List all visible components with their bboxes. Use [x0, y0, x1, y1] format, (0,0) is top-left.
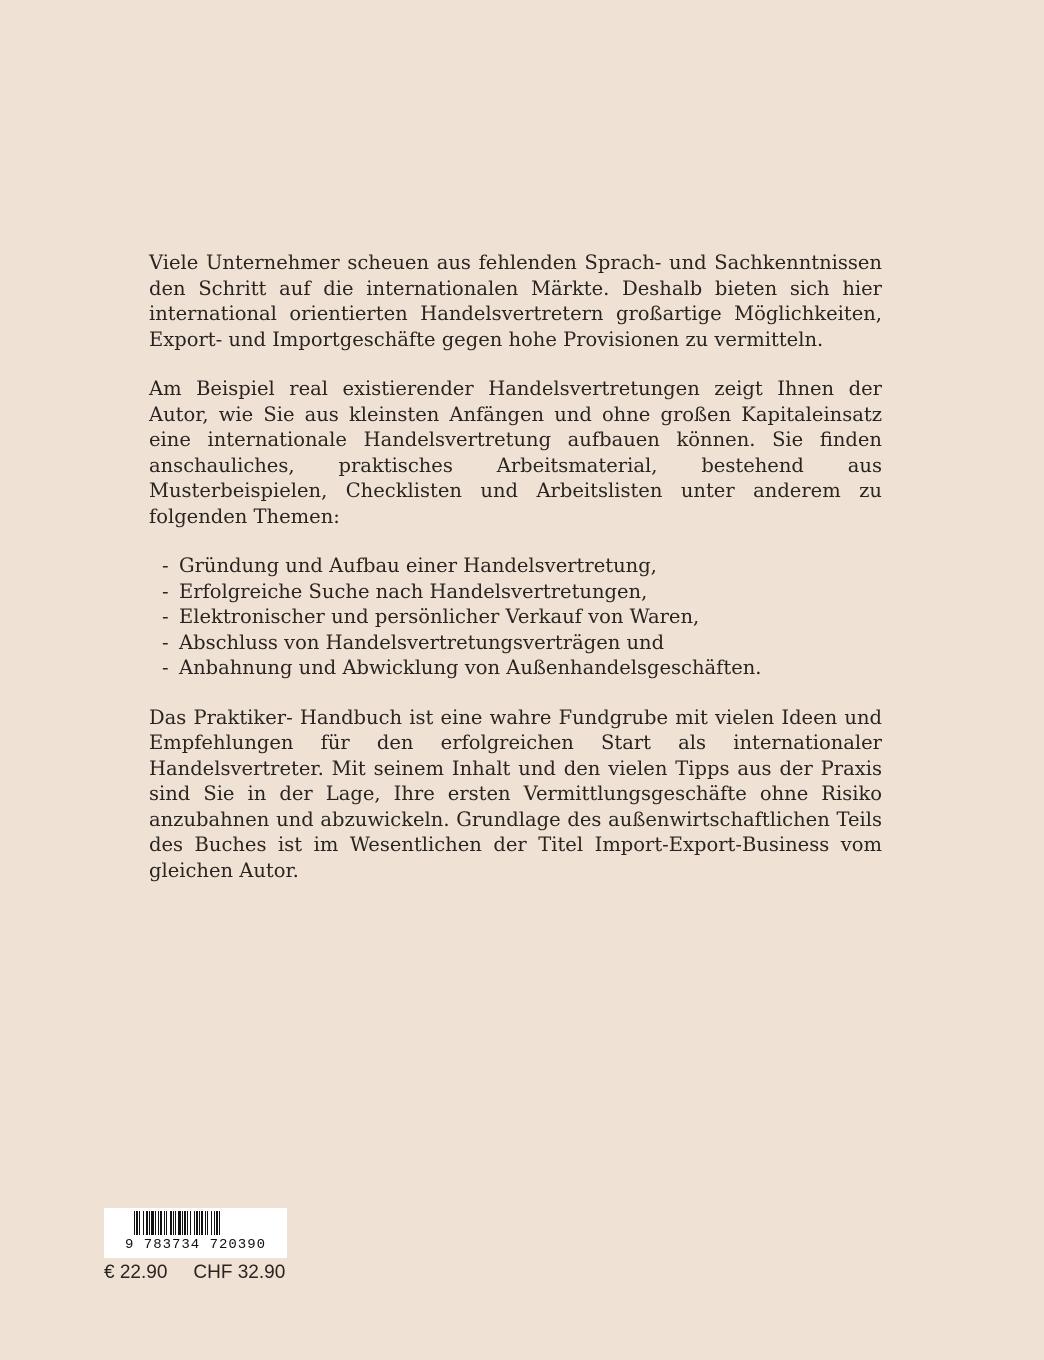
barcode-bar: [164, 1211, 165, 1235]
barcode-bar: [139, 1211, 140, 1235]
blurb-paragraph-3: Das Praktiker- Handbuch ist eine wahre Fundgrube mit vielen Ideen und Empfehlungen für den erfolgreichen Start als internationaler Handelsvertreter. Mit seinem Inhalt und den vielen Tipps aus der Praxis sind Sie in der Lage, Ihre ersten Vermittlungsgeschäfte ohne Risiko anzubahnen und abzuwickeln. Grundlage des außenwirtschaftlichen Teils des Buches ist im Wesentlichen der Titel Import-Export-Business vom gleichen Autor.: [149, 705, 882, 882]
barcode-bar: [216, 1211, 218, 1235]
barcode-bar: [160, 1211, 162, 1235]
topic-list-item: [149, 604, 882, 630]
topic-list-item: [149, 630, 882, 656]
dash-bullet-icon: -: [162, 579, 169, 603]
barcode-bar: [194, 1211, 195, 1235]
barcode-bar: [190, 1211, 191, 1235]
topic-text: Abschluss von Handelsvertretungsverträgen und: [179, 630, 665, 654]
price-chf: CHF 32.90: [193, 1262, 286, 1283]
topic-text: Gründung und Aufbau einer Handelsvertretung,: [179, 554, 657, 577]
dash-bullet-icon: -: [162, 605, 169, 628]
barcode-bar: [205, 1211, 206, 1235]
barcode-bar: [214, 1211, 215, 1235]
topic-list-item: [149, 579, 882, 605]
barcode-bar: [178, 1211, 181, 1235]
topic-list: [149, 553, 882, 681]
barcode-bar: [166, 1211, 167, 1235]
back-cover-blurb: [149, 250, 882, 907]
price-eur: € 22.90: [104, 1262, 168, 1283]
topic-text: Anbahnung und Abwicklung von Außenhandelsgeschäften.: [179, 656, 762, 679]
isbn-digits: 9 783734 720390: [124, 1237, 267, 1253]
barcode-bar: [211, 1211, 212, 1235]
topic-list-item: [149, 655, 882, 681]
barcode-bar: [196, 1211, 198, 1235]
barcode-bar: [207, 1211, 208, 1235]
barcode-bar: [151, 1211, 154, 1235]
barcode-bar: [155, 1211, 156, 1235]
barcode-bar: [199, 1211, 200, 1235]
barcode-bar: [170, 1211, 172, 1235]
barcode-bar: [187, 1211, 188, 1235]
barcode-bar: [201, 1211, 203, 1235]
topic-list-item: [149, 553, 882, 579]
isbn-barcode: [104, 1208, 287, 1258]
barcode-bar: [143, 1211, 144, 1235]
blurb-paragraph-2: Am Beispiel real existierender Handelsvertretungen zeigt Ihnen der Autor, wie Sie aus kleinsten Anfängen und ohne großen Kapitaleinsatz eine internationale Handelsvertretung aufbauen können. Sie finden anschauliches, praktisches Arbeitsmaterial, bestehend aus Musterbeispielen, Checklisten und Arbeitslisten unter anderem zu folgenden Themen:: [149, 377, 882, 528]
dash-bullet-icon: -: [162, 630, 169, 654]
barcode-bar: [173, 1211, 174, 1235]
barcode-bar: [184, 1211, 186, 1235]
barcode-bar: [158, 1211, 159, 1235]
barcode-bar: [136, 1211, 138, 1235]
price-line: [104, 1262, 285, 1284]
barcode-bar: [219, 1211, 220, 1235]
topic-text: Erfolgreiche Suche nach Handelsvertretungen,: [179, 579, 648, 603]
topic-text: Elektronischer und persönlicher Verkauf von Waren,: [179, 605, 700, 628]
blurb-paragraph-1: Viele Unternehmer scheuen aus fehlenden Sprach- und Sachkenntnissen den Schritt auf die internationalen Märkte. Deshalb bieten sich hier international orientierten Handelsvertretern großartige Möglichkeiten, Export- und Importgeschäfte gegen hohe Provisionen zu vermitteln.: [149, 251, 882, 351]
dash-bullet-icon: -: [162, 554, 169, 577]
barcode-bar: [182, 1211, 183, 1235]
barcode-bar: [175, 1211, 176, 1235]
dash-bullet-icon: -: [162, 656, 169, 679]
barcode-bar: [149, 1211, 150, 1235]
barcode-bars-icon: [134, 1211, 258, 1235]
barcode-bar: [134, 1211, 135, 1235]
barcode-bar: [146, 1211, 148, 1235]
